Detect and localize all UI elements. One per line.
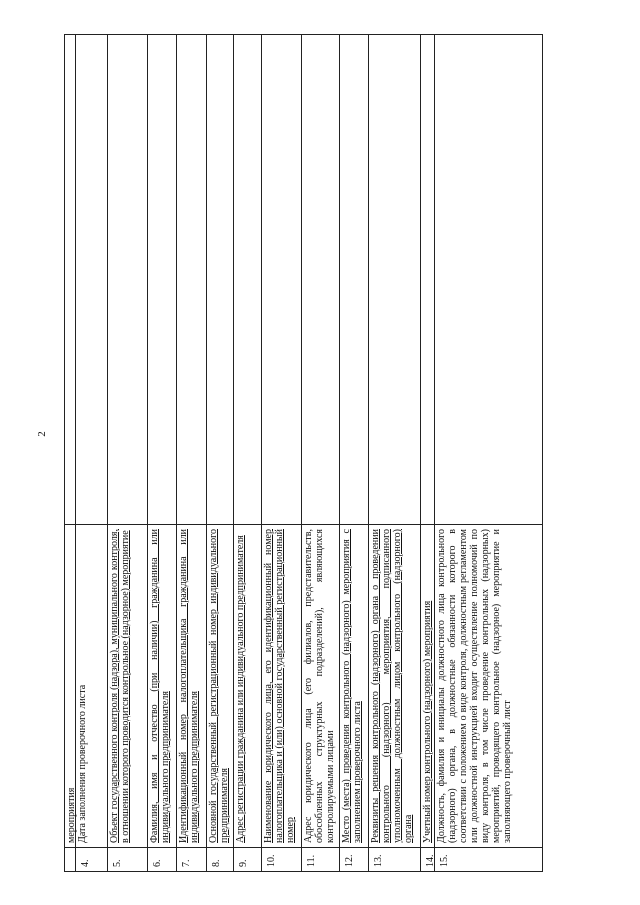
row-number: 15.: [435, 847, 542, 872]
row-number: 5.: [108, 847, 147, 872]
table-row: [207, 34, 234, 872]
row-number: 11.: [302, 847, 339, 872]
value-cell: [421, 34, 434, 524]
table-row: [421, 34, 435, 872]
row-number: [65, 847, 75, 872]
row-label: Адрес юридического лица (его филиалов, представительств, обособленных структурных подразделений), являющихся контролируемыми лицами: [302, 524, 339, 847]
value-cell: [108, 34, 147, 524]
table-row: [177, 34, 207, 872]
row-number: 13.: [369, 847, 420, 872]
row-label: Объект государственного контроля (надзора), муниципального контроля, в отношении которого проводится контрольное (надзорное) мероприятие: [108, 524, 147, 847]
value-cell: [65, 34, 75, 524]
row-number: 8.: [207, 847, 233, 872]
table-row: [76, 34, 108, 872]
value-cell: [234, 34, 261, 524]
row-label: Адрес регистрации гражданина или индивидуального предпринимателя: [234, 524, 261, 847]
row-number: 7.: [177, 847, 206, 872]
table-row: [64, 34, 76, 872]
value-cell: [435, 34, 542, 524]
row-number: 10.: [262, 847, 301, 872]
page-number: 2: [36, 431, 48, 437]
row-number: 9.: [234, 847, 261, 872]
value-cell: [76, 34, 107, 524]
value-cell: [177, 34, 206, 524]
row-label: Место (места) проведения контрольного (надзорного) мероприятия с заполнением проверочного листа: [340, 524, 368, 847]
row-number: 4.: [76, 847, 107, 872]
table-row: [340, 34, 369, 872]
table-row: [302, 34, 340, 872]
row-label: Должность, фамилия и инициалы должностного лица контрольного (надзорного) органа, в должностные обязанности которого в соответствии с положением о виде контроля, должностным регламентом или должностной инструкцией входит осуществление полномочий по виду контроля, в том числе проведение контрольных (надзорных) мероприятий, проводящего контрольное (надзорное) мероприятие и заполняющего проверочный лист: [435, 524, 542, 847]
checklist-table: [64, 34, 610, 872]
value-cell: [207, 34, 233, 524]
value-cell: [369, 34, 420, 524]
row-label: Реквизиты решения контрольного (надзорного) органа о проведении контрольного (надзорного) мероприятия, подписанного уполномоченным должностным лицом контрольного (надзорного) органа: [369, 524, 420, 847]
row-number: 6.: [148, 847, 176, 872]
value-cell: [302, 34, 339, 524]
table-row: [234, 34, 262, 872]
row-number: 14.: [421, 847, 434, 872]
value-cell: [340, 34, 368, 524]
row-label: Учетный номер контрольного (надзорного) мероприятия: [421, 524, 434, 847]
value-cell: [148, 34, 176, 524]
row-label: Дата заполнения проверочного листа: [76, 524, 107, 847]
value-cell: [262, 34, 301, 524]
table-row: [108, 34, 148, 872]
row-label: Идентификационный номер налогоплательщика гражданина или индивидуального предпринимателя: [177, 524, 206, 847]
row-label: Наименование юридического лица, его идентификационный номер налогоплательщика и (или) основной государственный регистрационный номер: [262, 524, 301, 847]
row-label: Фамилия, имя и отчество (при наличии) гражданина или индивидуального предпринимателя: [148, 524, 176, 847]
table-row: [148, 34, 177, 872]
row-label: мероприятия: [65, 524, 75, 847]
table-row: [262, 34, 302, 872]
row-label: Основной государственный регистрационный номер индивидуального предпринимателя: [207, 524, 233, 847]
row-number: 12.: [340, 847, 368, 872]
table-row: [435, 34, 543, 872]
table-row: [369, 34, 421, 872]
